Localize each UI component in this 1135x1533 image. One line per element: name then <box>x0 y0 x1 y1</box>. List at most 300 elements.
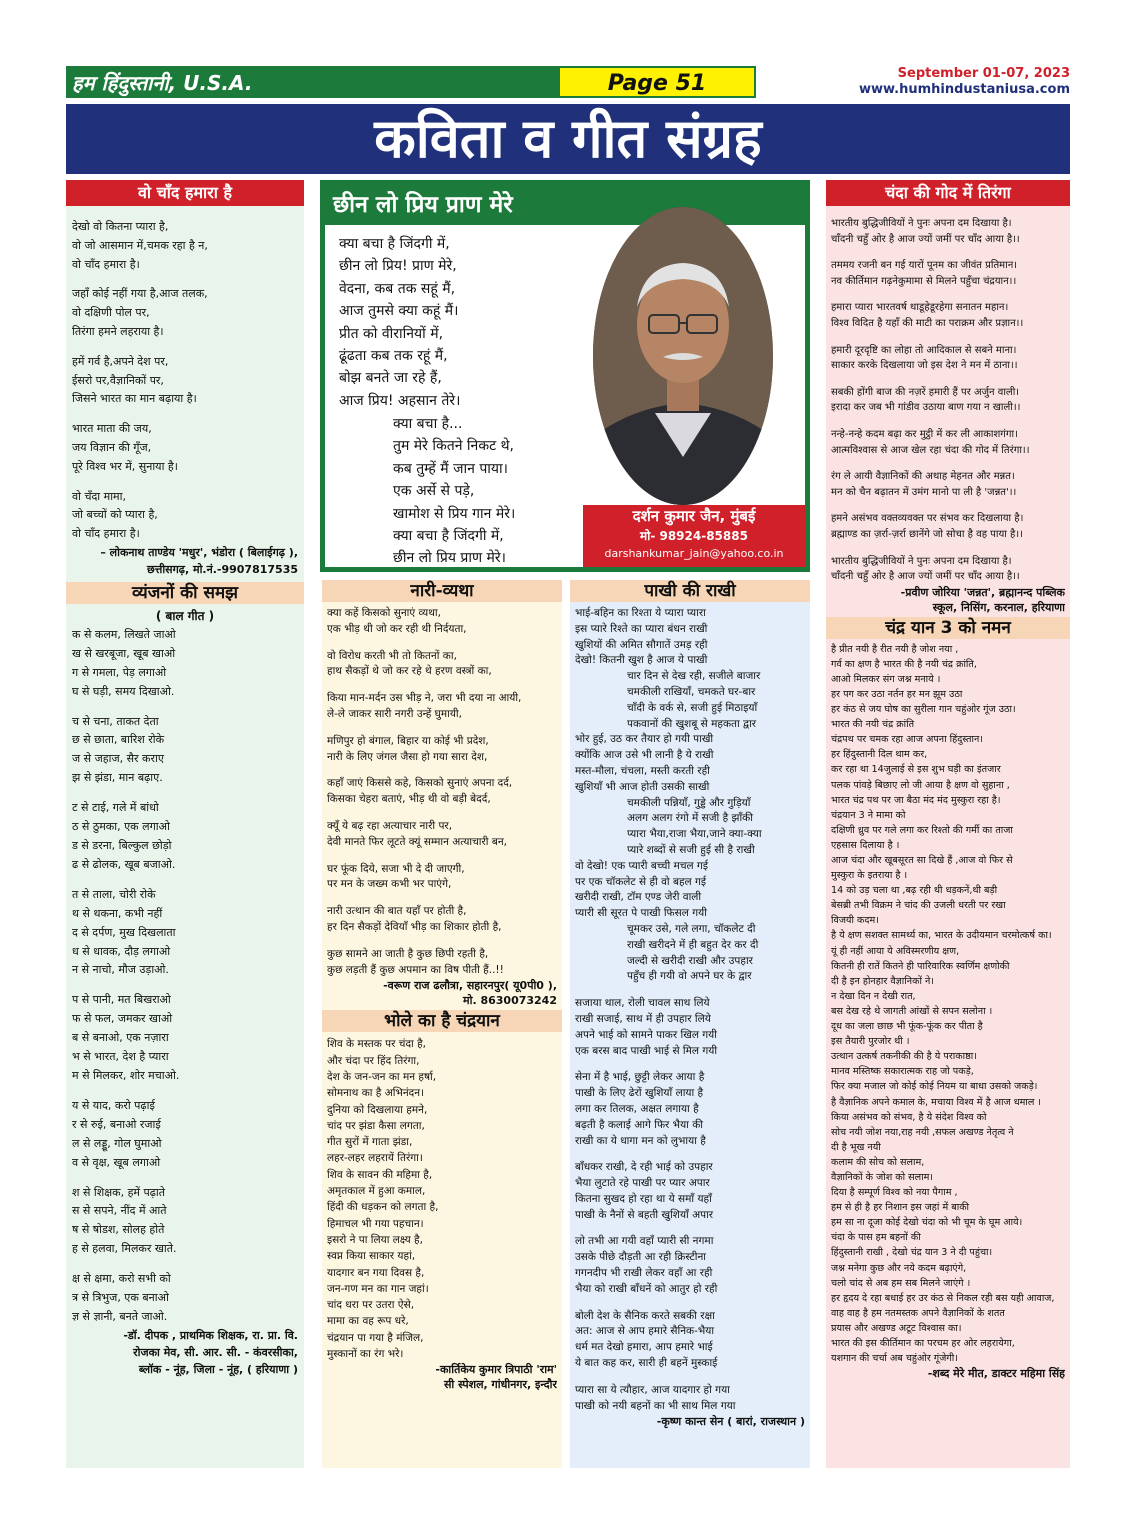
poem-line: घर फूंक दिये, सजा भी दे दी जाएगी, <box>327 862 465 875</box>
poem-line: साकार करके दिखलाया जो इस देश ने मन में ठाना।। <box>831 360 1018 372</box>
poem-line: ये बात कह कर, सारी ही बहनें मुस्काई <box>575 1357 718 1370</box>
poem-line: वो चँदा मामा, <box>72 489 126 503</box>
poem-line: बोझ बनते जा रहे हैं, <box>339 370 442 387</box>
poem-line: ढूंढता कब तक रहूं मैं, <box>339 348 448 365</box>
poem-line: हिमाचल भी गया पहचान। <box>327 1217 424 1230</box>
poem-line: हमारा प्यारा भारतवर्ष थाडूहेडूरहेगा सनातन महान। <box>831 302 1009 314</box>
poem-line: चाँदनी चहुँ ओर है आज ज्यों जमीं पर चाँद आया है।। <box>831 571 1020 583</box>
poem-line: खामोश से प्रिय गान मेरे। <box>393 505 516 522</box>
stanza-gap <box>72 1086 298 1097</box>
stanza-gap <box>575 1059 805 1070</box>
poem-line: क्या बचा है... <box>393 416 463 432</box>
poem-line: भाई-बहिन का रिश्ता ये प्यारा प्यारा <box>575 607 706 619</box>
poem-line: 14 को उड़ चला था ,बढ़ रही थी धड़कनें,थी बड़ी <box>831 885 998 897</box>
poem-line: दिया है सम्पूर्ण विश्व को नया पैगाम , <box>831 1187 958 1199</box>
poem-body <box>72 626 298 1327</box>
poem-line: तिरंगा हमने लहराया है। <box>72 324 164 338</box>
poem-line: सोच नयी जोश नया,राह नयी ,सफल अखण्ड नेतृत्व ने <box>831 1126 1014 1138</box>
poem-line: और चंदा पर हिंद तिरंगा, <box>327 1054 420 1067</box>
stanza-gap <box>72 875 298 886</box>
poem-title: चंद्र यान 3 को नमन <box>826 617 1070 639</box>
poem-line: शिव के मस्तक पर चंदा है, <box>327 1038 426 1051</box>
poem-line: लो तभी आ गयी वहाँ प्यारी सी नगमा <box>575 1235 714 1248</box>
stanza-gap <box>327 851 557 862</box>
poem-line: देश के जन-जन का मन हर्षा, <box>327 1070 437 1083</box>
poem-line: हमने असंभव वक्तव्यवक्त पर संभव कर दिखलाया है। <box>831 513 1024 525</box>
poem-line: फ से फल, जमकर खाओ <box>72 1012 173 1026</box>
poem-line: वो दक्षिणी पोल पर, <box>72 306 150 320</box>
stanza-gap <box>72 409 298 420</box>
poem-line: आओ मिलकर संग जश्न मनाये । <box>831 673 941 685</box>
author-line: -शब्द मेरे मीत, डाक्टर महिमा सिंह <box>927 1367 1065 1381</box>
poem-line: वैज्ञानिकों के जोश को सलाम। <box>831 1171 934 1183</box>
feature-title: छीन लो प्रिय प्राण मेरे <box>333 192 513 218</box>
poem-line: सेना में है भाई, छुट्टी लेकर आया है <box>575 1071 705 1084</box>
column-1 <box>66 180 304 1468</box>
column-2 <box>322 580 562 1468</box>
poem-line: क्या बचा है जिंदगी में, <box>339 236 450 252</box>
stanza-gap <box>575 1223 805 1234</box>
poem-line: छीन लो प्रिय! प्राण मेरे, <box>339 258 457 275</box>
poem-line: नन्हे-नन्हे कदम बढ़ा कर मुट्ठी में कर ली आकाशगंगा। <box>831 428 1018 440</box>
poem-line: भैया लुटाते रहे पाखी पर प्यार अपार <box>575 1177 710 1190</box>
poem-line: अपने भाई को सामने पाकर खिल गयी <box>575 1028 717 1041</box>
poem-line: क्योंकि आज उसे भी लानी है ये राखी <box>575 749 714 762</box>
stanza-gap <box>831 458 1065 469</box>
poem-line: इस प्यारे रिश्ते का प्यारा बंधन राखी <box>575 622 708 635</box>
poem-line: लगा कर तिलक, अक्षत लगाया है <box>575 1102 699 1115</box>
poem-line: आत्मविश्वास से आज खेल रहा चंदा की गोद में तिरंगा।। <box>831 444 1030 456</box>
poem-line: इसरो ने पा लिया लक्ष्य है, <box>327 1233 423 1246</box>
poem-line: पर मन के जख्म कभी भर पाएंगे, <box>327 878 452 891</box>
poem-line: मुस्कुरा के इतराया है । <box>831 870 908 882</box>
poem-line: म से मिलकर, शोर मचाओ. <box>72 1068 180 1082</box>
poem-line: तममय रजनी बन गई यारों पूनम का जीवंत प्रतिमान। <box>831 260 1018 272</box>
poem-line: वो चाँद हमारा है। <box>72 257 140 271</box>
poem-line: भारत चंद्र पथ पर जा बैठा मंद मंद मुस्कुरा रहा है। <box>831 794 1001 806</box>
poem-line: ष से षोडश, सोलह होते <box>72 1223 165 1237</box>
poem-line: विजयी कदम। <box>831 915 879 927</box>
poem-body <box>327 602 557 978</box>
poem-line: वाह वाह है हम नतमस्तक अपने वैज्ञानिकों के शतत <box>831 1307 1005 1319</box>
author-line: मो. 8630073242 <box>463 994 557 1008</box>
poem-line: य से याद, करो पढ़ाई <box>72 1098 155 1112</box>
poem-line: ठ से ठुमका, एक लगाओ <box>72 820 170 834</box>
stanza-gap <box>327 680 557 691</box>
poem-line: उसके पीछे दौड़ती आ रही क्रिस्टीना <box>575 1251 707 1264</box>
stanza-gap <box>327 723 557 734</box>
poem-line: हम से ही है हर निशान इस जहां में बाकी <box>831 1202 970 1214</box>
column-3 <box>570 580 810 1468</box>
poem-line: हिंदी की धड़कन को लगता है, <box>327 1201 439 1214</box>
author-line: – लोकनाथ ताण्डेय 'मधुर', भंडोरा ( बिलाईगढ़ ), <box>100 545 298 559</box>
poem-line: जन-गण मन का गान जहां। <box>327 1282 429 1295</box>
poem-line: वो विरोध करती भी तो कितनों का, <box>327 649 457 662</box>
poem-line: मानव मस्तिष्क सकारात्मक राह जो पकड़े, <box>831 1066 974 1078</box>
stanza-gap <box>575 1298 805 1309</box>
author-line: -वरूण राज ढलौत्रा, सहारनपुर( यू0पी0 ), <box>383 979 557 993</box>
poem-line: विश्व विदित है यहाँ की माटी का पराक्रम और प्रज्ञान।। <box>831 317 1024 329</box>
poem-line: भारतीय बुद्धिजीवियों ने पुनः अपना दम दिखाया है। <box>831 218 1012 229</box>
stanza-gap <box>72 342 298 353</box>
poem-line: प्यारा भैया,राजा भैया,जाने क्या-क्या <box>627 828 762 841</box>
author-name: दर्शन कुमार जैन, मुंबई <box>632 507 756 525</box>
poem-line: वो देखो! एक प्यारी बच्ची मचल गई <box>575 859 709 872</box>
poem-line: ह से हलवा, मिलकर खाते. <box>72 1242 177 1256</box>
poem-line: न देखा दिन न देखी रात, <box>831 990 916 1002</box>
poem-line: लहर-लहर लहरायें तिरंगा। <box>327 1152 423 1165</box>
author-portrait <box>593 207 773 505</box>
poem-line: ट से टाई, गले में बांधो <box>72 801 159 815</box>
poem-line: न से नाचो, मौज उड़ाओ. <box>72 963 169 977</box>
poem-line: राखी सजाई, साथ में ही उपहार लिये <box>575 1012 711 1025</box>
stanza-gap <box>831 332 1065 343</box>
poem-line: है वैज्ञानिक अपने कमाल के, मचाया विश्व में है आज धमाल । <box>831 1096 1042 1108</box>
poem-line: तुम मेरे कितने निकट थे, <box>393 438 514 455</box>
poem-line: क से कलम, लिखते जाओ <box>72 627 176 641</box>
poem-line: कितना सुखद हो रहा था ये समाँ यहाँ <box>575 1192 712 1205</box>
poem-author <box>327 978 557 1008</box>
poem-line: चांद धरा पर उतरा ऐसे, <box>327 1299 415 1312</box>
stanza-gap <box>831 247 1065 258</box>
stanza-gap <box>72 274 298 285</box>
banner-title: कविता व गीत संग्रह <box>374 107 762 170</box>
poem-line: पहुँच ही गयी वो अपने घर के द्वार <box>627 970 752 983</box>
stanza-gap <box>72 702 298 713</box>
poem-body <box>831 639 1065 1367</box>
poem-line: ज्ञ से ज्ञानी, बनते जाओ. <box>72 1309 168 1323</box>
poem-line: क्ष से क्षमा, करो सभी को <box>72 1272 171 1286</box>
poem-line: पाखी के नैनों से बहती खुशियाँ अपार <box>575 1208 714 1221</box>
poem-line: दक्षिणी ध्रुव पर गले लगा कर रिश्तो की गर्मी का ताजा <box>831 824 1013 836</box>
poem-line: किया असंभव को संभव, है ये संदेश विश्व को <box>831 1111 987 1123</box>
poem-line: सबकी होंगी बाज की नज़रें हमारी हैं पर अर्जुन वाली। <box>831 386 1020 398</box>
poem-line: हाथ सैकड़ों थे जो कर रहे थे हरण वस्त्रों का, <box>327 665 492 678</box>
poem-line: रंग ले आयी वैज्ञानिकों की अथाह मेहनत और मन्नत। <box>831 471 1015 483</box>
poem-line: दुनिया को दिखलाया हमने, <box>327 1103 428 1116</box>
poem-line: वो चाँद हमारा है। <box>72 527 140 541</box>
stanza-gap <box>72 1259 298 1270</box>
poem-line: कहाँ जाएं किससे कहे, किसको सुनाएं अपना दर्द, <box>327 777 513 790</box>
poem-line: भारत की नयी चंद्र क्रांति <box>831 719 915 731</box>
poem-line: हर हिंदुस्तानी दिल थाम कर, <box>831 749 928 761</box>
poem-line: चूमकर उसे, गले लगा, चॉकलेट दी <box>627 922 756 935</box>
poem-line: प्यारी सी सूरत पे पाखी फिसल गयी <box>575 907 707 920</box>
poem-line: इस तैयारी पुरजोर थी । <box>831 1036 910 1048</box>
poem-line: यादगार बन गया दिवस है, <box>327 1266 425 1279</box>
poem-line: खुशियाँ भी आज होती उसकी साखी <box>575 780 710 793</box>
poem-line: पलक पांवड़े बिछाए लो जी आया है क्षण वो सुहाना , <box>831 779 1010 791</box>
poem-line: क्या कहें किसको सुनाएं व्यथा, <box>327 607 441 619</box>
brand-name: हम हिंदुस्तानी, U.S.A. <box>72 71 253 95</box>
poem-line: प्यारा सा ये त्यौहार, आज यादगार हो गया <box>575 1383 730 1396</box>
author-card <box>583 505 805 567</box>
poem-title: नारी-व्यथा <box>322 580 562 602</box>
poem-line: बढ़ती है कलाई आगे फिर भैया की <box>575 1118 703 1131</box>
poem-line: मामा का वह रूप धरे, <box>327 1315 409 1328</box>
poem-title: पाखी की राखी <box>570 580 810 602</box>
poem-author <box>72 1327 298 1378</box>
poem-line: वो जो आसमान में,चमक रहा है न, <box>72 238 208 252</box>
poem-line: नारी के लिए जंगल जैसा हो गया सारा देश, <box>327 750 488 763</box>
stanza-gap <box>575 985 805 996</box>
author-email[interactable]: darshankumar_jain@yahoo.co.in <box>604 547 784 560</box>
poem-line: प्रयास और अखण्ड अटूट विश्वास का। <box>831 1322 962 1334</box>
poem-line: मुस्कानों का रंग भरे। <box>327 1347 404 1360</box>
poem-line: जश्न मनेगा कुछ और नये कदम बढ़ाएंगे, <box>831 1262 967 1274</box>
poem-line: नव कीर्तिमान गढ़नेकुमामा से मिलने पहुँचा चंद्रयान।। <box>831 275 1017 287</box>
poem-line: किया मान-मर्दन उस भीड़ ने, जरा भी दया ना आयी, <box>327 692 522 705</box>
poem-line: एक अर्से से पड़े, <box>393 483 475 500</box>
poem-author <box>327 1362 557 1392</box>
poem-line: चंद्रयान 3 ने मामा को <box>831 809 906 821</box>
stanza-gap <box>327 765 557 776</box>
stanza-gap <box>831 374 1065 385</box>
poem-line: कलाम की सोच को सलाम, <box>831 1156 925 1168</box>
poem-line: चार दिन से देख रही, सजीले बाजार <box>627 670 761 683</box>
poem-line: वेदना, कब तक सहूं मैं, <box>339 280 456 297</box>
poem-line: चमकीली पन्नियाँ, गुड्डे और गुड़ियाँ <box>627 796 751 809</box>
poem-line: भारतीय बुद्धिजीवियों ने पुनः अपना दम दिखाया है। <box>831 555 1012 567</box>
author-line: स्कूल, निसिंग, करनाल, हरियाणा <box>932 600 1065 614</box>
poem-line: थ से थकना, कभी नहीं <box>72 906 163 920</box>
poem-line: प से पानी, मत बिखराओ <box>72 993 171 1007</box>
author-line: -डॉ. दीपक , प्राथमिक शिक्षक, रा. प्रा. वि. <box>123 1328 298 1342</box>
poem-line: मन को चैन बढ़ातन में उमंग मानो पा ली है 'जन्नत'।। <box>831 486 1017 498</box>
poem-line: यशगान की चर्चा अब चहुंओर गूंजेगी। <box>831 1353 958 1365</box>
poem-line: क्यूँ ये बढ़ रहा अत्याचार नारी पर, <box>327 819 453 832</box>
poem-line: कुछ सामने आ जाती है कुछ छिपी रहती है, <box>327 947 489 960</box>
poem-line: सोमनाथ का है अभिनंदन। <box>327 1087 425 1100</box>
author-line: छत्तीसगढ़, मो.नं.-9907817535 <box>147 562 298 576</box>
stanza-gap <box>575 1149 805 1160</box>
poem-line: चलो चांद से अब हम सब मिलने जाएंगे । <box>831 1277 971 1289</box>
poem-title: वो चाँद हमारा है <box>66 180 304 206</box>
poem-line: ब से बनाओ, एक नज़ारा <box>72 1031 169 1045</box>
poem-line: किसका चेहरा बताएं, भीड़ थी वो बड़ी बेदर्द, <box>327 793 491 806</box>
poem-line: जल्दी से खरीदी राखी और उपहार <box>627 954 753 967</box>
poem-line: भोर हुई, उठ कर तैयार हो गयी पाखी <box>575 733 714 746</box>
poem-line: चाँदनी चहुँ ओर है आज ज्यों जमीं पर चाँद आया है।। <box>831 233 1020 245</box>
poem-line: है ये क्षण सशक्त सामर्थ्य का, भारत के उदीयमान चरमोत्कर्ष का। <box>831 930 1052 942</box>
poem-line: चंद्रपथ पर चमक रहा आज अपना हिंदुस्तान। <box>831 734 983 746</box>
poem-line: पाखी के लिए ढेरों खुशियाँ लाया है <box>575 1087 704 1100</box>
poem-line: भैया को राखी बाँधनें को आतुर हो रही <box>575 1282 718 1295</box>
poem-line: र से रुई, बनाओ रजाई <box>72 1117 161 1131</box>
column-4 <box>826 180 1070 1468</box>
poem-line: चंदा के पास हम बहनों की <box>831 1232 921 1244</box>
poem-line: चमकीली राखियाँ, चमकते घर-बार <box>627 685 756 698</box>
feature-poem-part-2 <box>393 413 593 570</box>
poem-line: हर हृदय दे रहा बधाई हर उर कंठ से निकल रही बस यही आवाज, <box>831 1292 1055 1304</box>
poem-line: खुशियों की अमित सौगातें उमड़ रही <box>575 638 708 651</box>
poem-title: चंदा की गोद में तिरंगा <box>826 180 1070 206</box>
poem-line: कितनी ही रातें कितने ही पारिवारिक स्वर्णिम क्षणोकी <box>831 960 1010 972</box>
author-line: -कार्तिकेय कुमार त्रिपाठी 'राम' <box>435 1363 557 1377</box>
issue-date: September 01-07, 2023 <box>897 66 1070 81</box>
poem-line: ड से डरना, बिल्कुल छोड़ो <box>72 839 172 853</box>
poem-body <box>831 206 1065 585</box>
poem-line: फिर क्या मजाल जो कोई कोई नियम या बाधा उसको जकड़े। <box>831 1081 1038 1093</box>
poem-author <box>831 585 1065 615</box>
portrait-figure-icon <box>593 207 773 505</box>
author-line: सी स्पेशल, गांधीनगर, इन्दौर <box>443 1378 557 1392</box>
poem-line: भारत की इस कीर्तिमान का परचम हर ओर लहरायेगा, <box>831 1338 1015 1349</box>
masthead <box>66 66 1070 100</box>
poem-line: भारत माता की जय, <box>72 422 152 436</box>
poem-line: जो बच्चों को प्यारा है, <box>72 508 158 522</box>
poem-line: गर्व का क्षण है भारत की है नयी चंद्र क्रांति, <box>831 658 977 670</box>
poem-line: गगनदीप भी राखी लेकर वहाँ आ रही <box>575 1267 713 1280</box>
stanza-gap <box>831 500 1065 511</box>
poem-line: हमारी दूरदृष्टि का लोहा तो आदिकाल से सबने माना। <box>831 344 1017 356</box>
stanza-gap <box>327 808 557 819</box>
poem-line: ग से गमला, पेड़ लगाओ <box>72 665 167 679</box>
page-label: Page 51 <box>558 66 756 98</box>
poem-body <box>575 602 805 1414</box>
poem-line: प्रीत को वीरानियों में, <box>339 325 444 342</box>
poem-line: मस्त-मौला, चंचला, मस्ती करती रही <box>575 764 710 777</box>
author-line: -प्रवीण जोरिया 'जन्नत', ब्रह्मानन्द पब्लिक <box>900 585 1065 599</box>
feature-poem-part-1 <box>339 233 579 412</box>
poem-line: च से चना, ताकत देता <box>72 714 159 728</box>
poem-line: ईसरो पर,वैज्ञानिकों पर, <box>72 373 164 387</box>
poem-line: राखी का ये धागा मन को लुभाया है <box>575 1134 706 1147</box>
stanza-gap <box>327 638 557 649</box>
poem-author <box>575 1414 805 1430</box>
poem-line: पर एक चॉकलेट से ही वो बहल गई <box>575 875 707 888</box>
poem-line: नारी उत्थान की बात यहाँ पर होती है, <box>327 905 467 918</box>
poem-body <box>72 206 298 544</box>
stanza-gap <box>831 289 1065 300</box>
author-line: ब्लॉक - नूंह, जिला - नूंह, ( हरियाणा ) <box>138 1362 298 1376</box>
poem-line: एहसास दिलाया है । <box>831 839 900 851</box>
poem-line: हम सा ना दूजा कोई देखो चंदा को भी चूम के घूम आये। <box>831 1217 1023 1229</box>
poem-line: हिंदुस्तानी राखी , देखो चंद्र यान 3 ने दी पहुंचा। <box>831 1247 993 1259</box>
poem-line: खरीदी राखी, टॉम एण्ड जेरी वाली <box>575 891 702 904</box>
poem-line: बाँधकर राखी, दे रही भाई को उपहार <box>575 1161 713 1174</box>
poem-line: स्वप्न किया साकार यहां, <box>327 1250 416 1263</box>
poem-line: जिसने भारत का मान बढ़ाया है। <box>72 392 197 406</box>
author-mobile: मो- 98924-85885 <box>640 529 748 543</box>
poem-line: ल से लड्डू, गोल घुमाओ <box>72 1136 162 1150</box>
website-link[interactable]: www.humhindustaniusa.com <box>858 82 1070 97</box>
poem-line: यूं ही नहीं आया ये अविस्मरणीय क्षण, <box>831 945 960 957</box>
stanza-gap <box>831 543 1065 554</box>
poem-line: धर्म मत देखो हमारा, आप हमारे भाई <box>575 1341 713 1354</box>
poem-line: हर दिन सैकड़ों देवियाँ भीड़ का शिकार होती है, <box>327 920 502 933</box>
poem-line: अत: आज से आप हमारे सैनिक-भैया <box>575 1325 715 1338</box>
poem-line: कुछ लड़ती हैं कुछ अपमान का विष पीती हैं..!! <box>327 963 504 976</box>
poem-line: कब तुम्हें मैं जान पाया। <box>393 460 508 477</box>
poem-title: भोले का है चंद्रयान <box>322 1010 562 1032</box>
stanza-gap <box>327 893 557 904</box>
stanza-gap <box>327 936 557 947</box>
poem-line: स से सपने, नींद में आते <box>72 1204 167 1218</box>
poem-line: एक भीड़ थी जो कर रही थी निर्दयता, <box>327 622 467 635</box>
poem-line: दी है इन होनहार वैज्ञानिकों ने। <box>831 975 934 987</box>
banner <box>66 104 1070 174</box>
poem-line: देखो! कितनी खुश है आज ये पाखी <box>575 654 708 667</box>
stanza-gap <box>575 1372 805 1383</box>
poem-line: हमें गर्व है,अपने देश पर, <box>72 354 169 368</box>
poem-line: द से दर्पण, मुख दिखलाता <box>72 925 176 939</box>
stanza-gap <box>72 788 298 799</box>
poem-line: ब्रह्माण्ड का ज़र्रा-ज़र्रा छानेंगे जो सोचा है वह पाया है।। <box>831 528 1023 540</box>
poem-line: जहाँ कोई नहीं गया है,आज तलक, <box>72 287 208 301</box>
poem-line: भ से भारत, देश है प्यारा <box>72 1050 169 1064</box>
poem-line: आज प्रिय! अहसान तेरे। <box>339 392 461 409</box>
poem-line: घ से घड़ी, समय दिखाओ. <box>72 684 175 698</box>
poem-line: देवी मानते फिर लूटते क्यूं सम्मान अत्याचारी बन, <box>327 835 508 848</box>
poem-line: सजाया थाल, रोली चावल साथ लिये <box>575 997 710 1010</box>
poem-line: दी है भूख नयी <box>831 1141 881 1153</box>
poem-title: व्यंजनों की समझ <box>66 582 304 604</box>
poem-line: चांद पर झंडा कैसा लगता, <box>327 1119 425 1132</box>
poem-line: उत्थान उत्कर्ष तकनीकी की है ये पराकाष्ठा। <box>831 1051 977 1063</box>
poem-line: ज से जहाज, सैर कराए <box>72 752 164 766</box>
poem-line: ख से खरबूजा, खूब खाओ <box>72 646 176 660</box>
poem-line: बेसब्री तभी विक्रम ने चांद की उजली धरती पर रखा <box>831 900 1006 912</box>
poem-line: झ से झंडा, मान बढ़ाए. <box>72 771 163 785</box>
poem-line: बोली देश के सैनिक करते सबकी रक्षा <box>575 1309 715 1322</box>
poem-line: बस देख रहे थे जागती आंखों से सपन सलोना । <box>831 1005 993 1017</box>
stanza-gap <box>72 980 298 991</box>
poem-line: क्या बचा है जिंदगी में, <box>393 528 504 545</box>
author-line: -कृष्ण कान्त सेन ( बारां, राजस्थान ) <box>656 1415 805 1429</box>
poem-line: आज चंदा और खूबसूरत सा दिखे हैं ,आज वो फिर से <box>831 855 1013 866</box>
poem-line: दूध का जला छाछ भी फूंक-फूंक कर पीता है <box>831 1021 983 1033</box>
poem-line: जय विज्ञान की गूँज, <box>72 440 152 454</box>
poem-line: त्र से त्रिभुज, एक बनाओ <box>72 1291 169 1305</box>
poem-line: गीत सुरों में गाता झंडा, <box>327 1136 413 1149</box>
poem-line: कर रहा था 14जुलाई से इस शुभ घड़ी का इंतजार <box>831 764 1001 776</box>
feature-box <box>320 180 810 572</box>
poem-line: पाखी को नयी बहनों का भी साथ मिल गया <box>575 1399 736 1412</box>
poem-line: ध से धावक, दौड़ लगाओ <box>72 944 171 958</box>
poem-line: व से वृक्ष, खूब लगाओ <box>72 1155 161 1169</box>
poem-subtitle: ( बाल गीत ) <box>155 608 215 623</box>
poem-line: हर कंठ से जय घोष का सुरीला गान चहुंओर गूंज उठा। <box>831 704 1016 716</box>
poem-line: इरादा कर जब भी गांडीव उठाया बाण गया न खाली।। <box>831 402 1021 414</box>
poem-line: पकवानों की खुशबू से महकता द्वार <box>627 717 757 730</box>
poem-author <box>72 544 298 578</box>
poem-line: प्यारे शब्दों से सजी हुई सी है राखी <box>627 843 755 856</box>
poem-line: शिव के सावन की महिमा है, <box>327 1168 433 1181</box>
poem-line: है प्रीत नयी है रीत नयी है जोश नया , <box>831 643 959 655</box>
poem-line: श से शिक्षक, हमें पढ़ाते <box>72 1185 166 1199</box>
poem-author <box>831 1366 1065 1381</box>
author-line: रोजका मेव, सी. आर. सी. - कंवरसीका, <box>133 1345 298 1359</box>
poem-line: छ से छाता, बारिश रोके <box>72 733 165 747</box>
poem-line: पूरे विश्व भर में, सुनाया है। <box>72 459 178 473</box>
poem-line: अमृतकाल में हुआ कमाल, <box>327 1185 426 1198</box>
poem-line: छीन लो प्रिय प्राण मेरे। <box>393 550 506 567</box>
stanza-gap <box>831 416 1065 427</box>
poem-line: आज तुमसे क्या कहूं मैं। <box>339 303 459 320</box>
poem-line: त से ताला, चोरी रोके <box>72 887 156 901</box>
poem-line: अलग अलग रंगो में सजी है झाँकी <box>627 812 753 825</box>
poem-line: हर पग कर उठा नर्तन हर मन झूम उठा <box>831 688 963 700</box>
stanza-gap <box>72 1173 298 1184</box>
stanza-gap <box>72 477 298 488</box>
poem-line: एक बरस बाद पाखी भाई से मिल गयी <box>575 1044 718 1057</box>
poem-line: चाँदी के वर्क से, सजी हुई मिठाइयाँ <box>627 701 758 714</box>
poem-body <box>327 1032 557 1362</box>
poem-line: ले-ले जाकर सारी नगरी उन्हें घुमायी, <box>327 707 462 720</box>
poem-line: चंद्रयान पा गया है मंजिल, <box>327 1331 424 1344</box>
poem-line: मणिपुर हो बंगाल, बिहार या कोई भी प्रदेश, <box>327 734 489 747</box>
